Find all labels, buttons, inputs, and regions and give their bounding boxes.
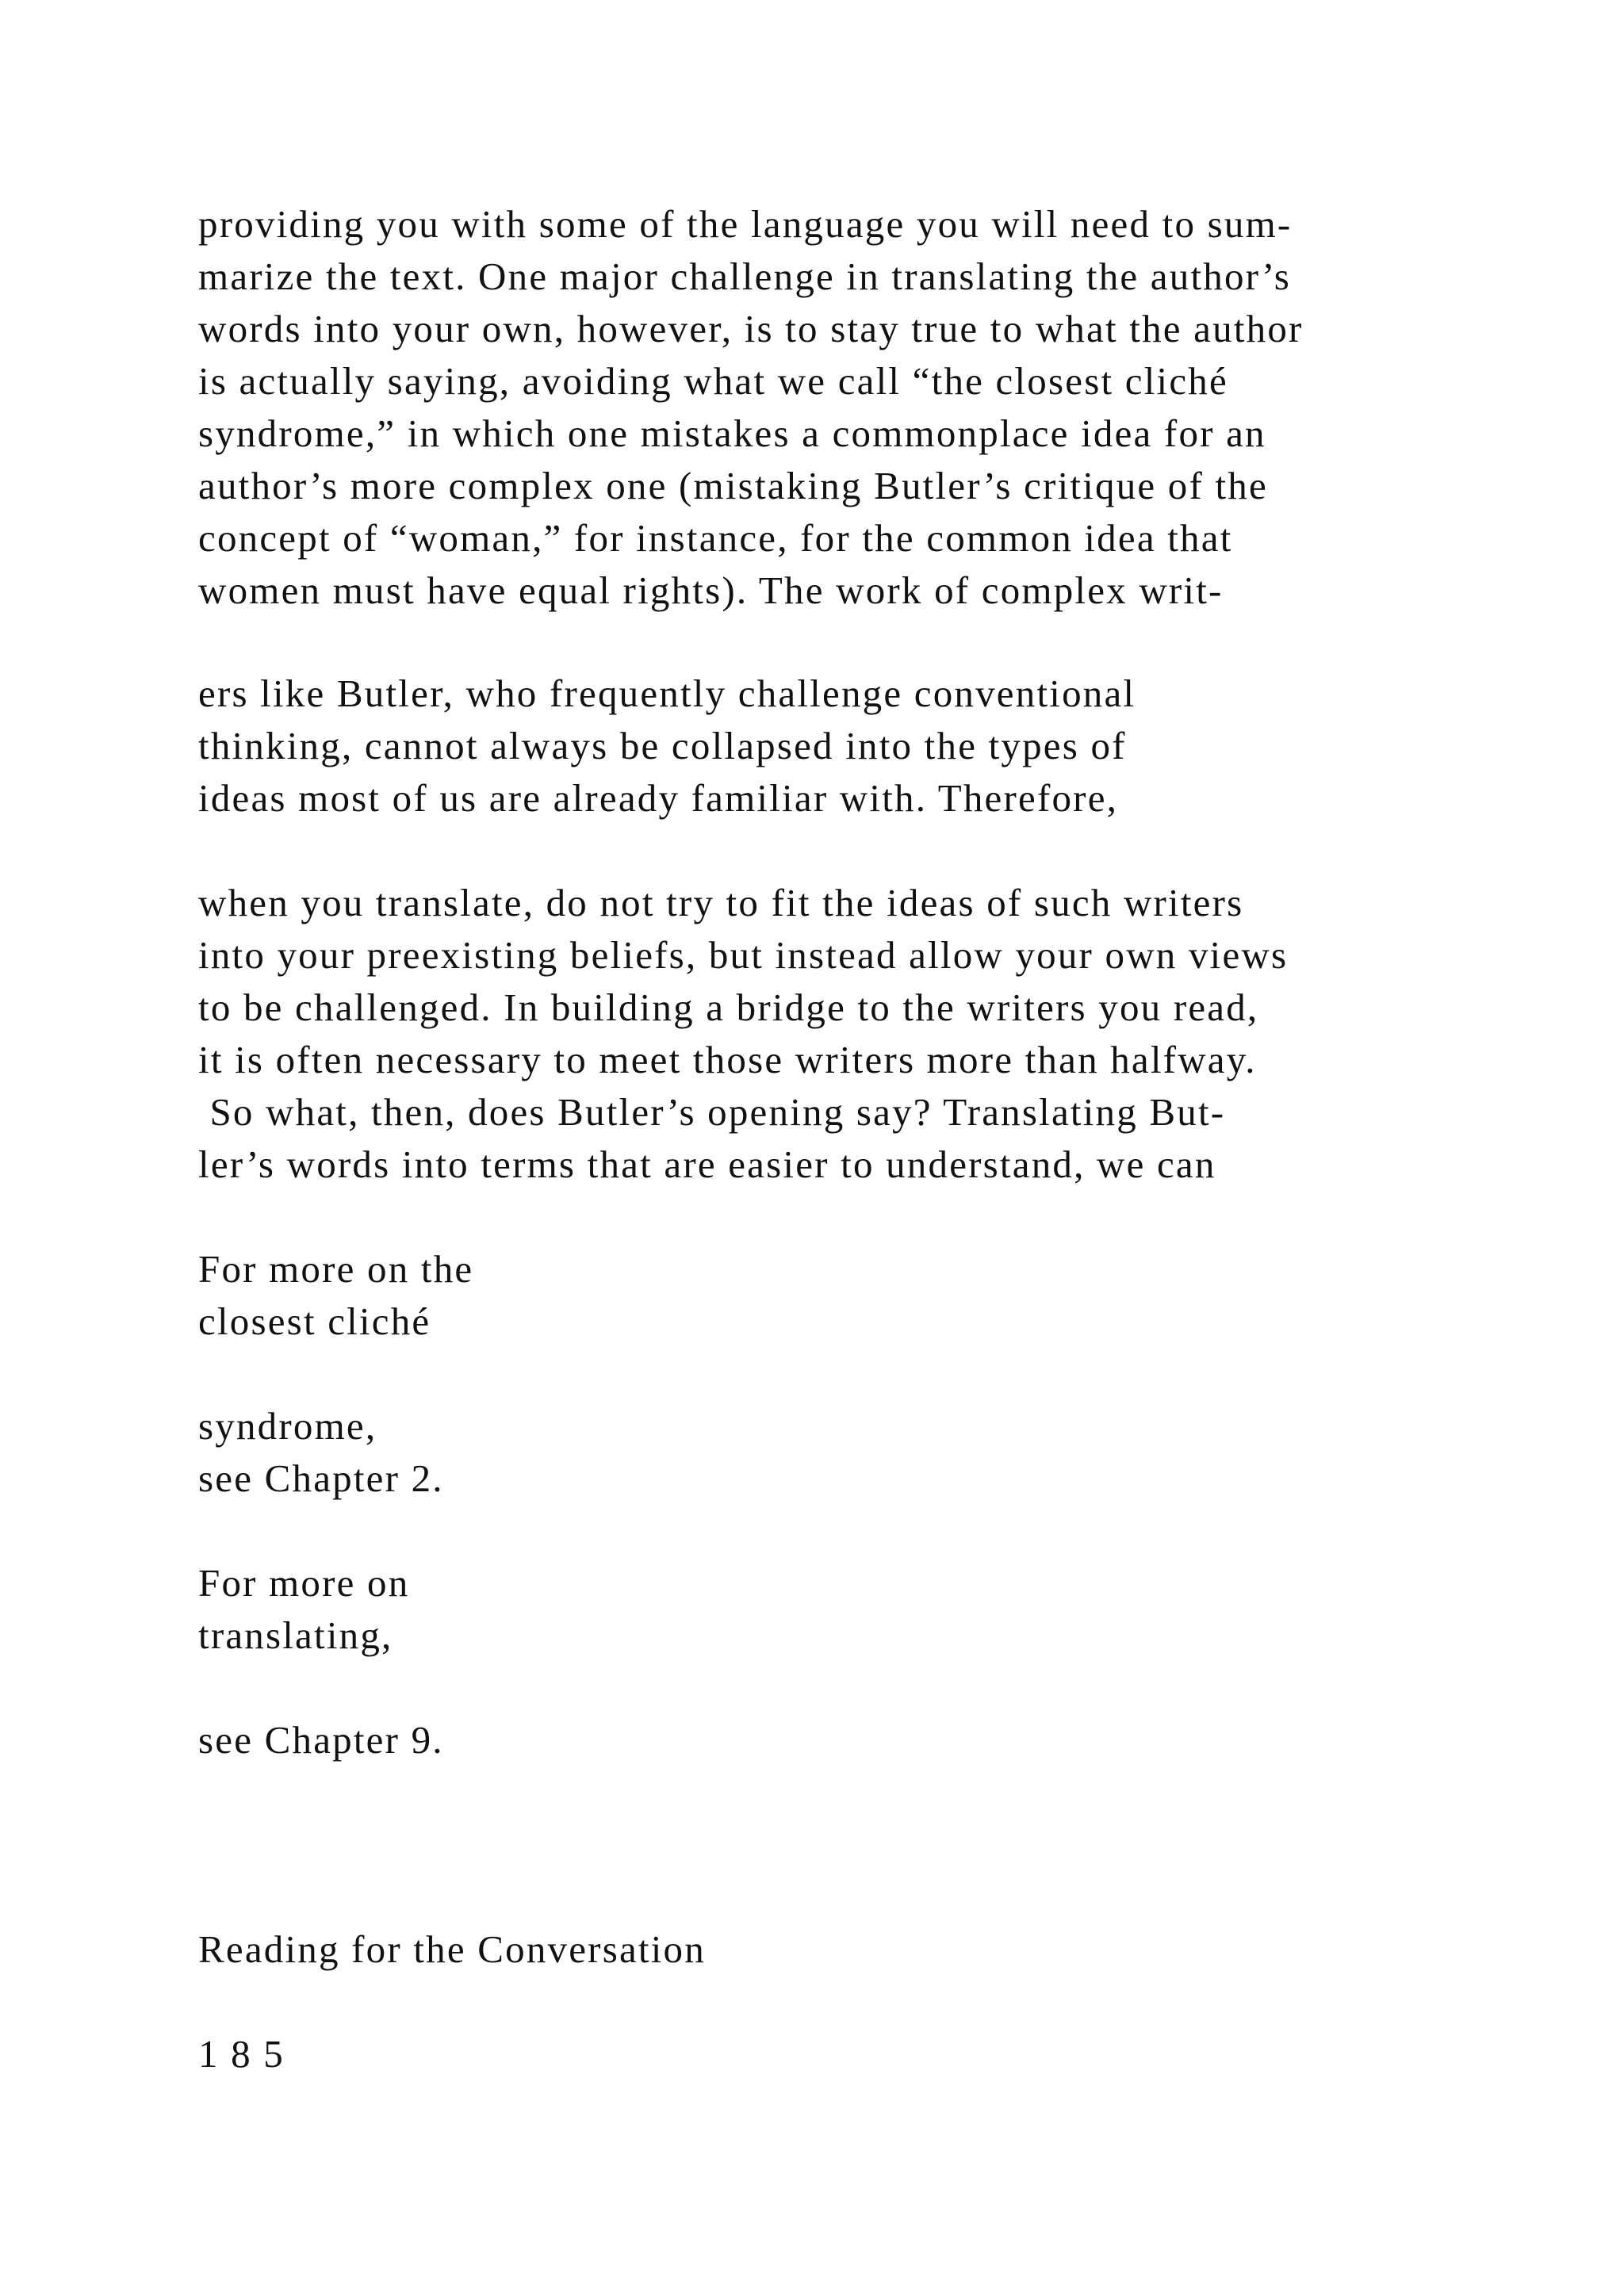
margin-note-line: For more on xyxy=(198,1561,410,1605)
margin-note-line: syndrome, xyxy=(198,1404,377,1448)
body-text-line: it is often necessary to meet those writers more than halfway. xyxy=(198,1038,1257,1081)
body-text-line: thinking, cannot always be collapsed into the types of xyxy=(198,724,1127,767)
margin-note-line: see Chapter 2. xyxy=(198,1456,444,1500)
body-text-line: ler’s words into terms that are easier to understand, we can xyxy=(198,1142,1216,1186)
body-text-line: is actually saying, avoiding what we call “the closest cliché xyxy=(198,359,1228,403)
body-text-line: marize the text. One major challenge in translating the author’s xyxy=(198,254,1292,298)
body-text-line: ers like Butler, who frequently challenge conventional xyxy=(198,672,1136,715)
margin-note-line: For more on the xyxy=(198,1247,474,1291)
body-text-line: women must have equal rights). The work of complex writ- xyxy=(198,568,1224,612)
body-text-line: So what, then, does Butler’s opening say? Translating But- xyxy=(198,1090,1226,1134)
body-text-line: words into your own, however, is to stay true to what the author xyxy=(198,307,1304,350)
page-number: 1 8 5 xyxy=(198,2032,285,2076)
body-text-line: concept of “woman,” for instance, for the common idea that xyxy=(198,516,1233,560)
margin-note-line: closest cliché xyxy=(198,1299,431,1343)
body-text-line: providing you with some of the language you will need to sum- xyxy=(198,202,1293,246)
margin-note-line: translating, xyxy=(198,1613,393,1657)
running-footer: Reading for the Conversation xyxy=(198,1927,706,1971)
body-text-line: when you translate, do not try to fit the ideas of such writers xyxy=(198,881,1244,924)
body-text-line: author’s more complex one (mistaking Butler’s critique of the xyxy=(198,464,1268,507)
body-text-line: ideas most of us are already familiar with. Therefore, xyxy=(198,776,1119,820)
margin-note-line: see Chapter 9. xyxy=(198,1718,444,1762)
body-text-line: to be challenged. In building a bridge to the writers you read, xyxy=(198,985,1259,1029)
body-text-line: into your preexisting beliefs, but instead allow your own views xyxy=(198,933,1289,977)
body-text-line: syndrome,” in which one mistakes a commonplace idea for an xyxy=(198,411,1266,455)
